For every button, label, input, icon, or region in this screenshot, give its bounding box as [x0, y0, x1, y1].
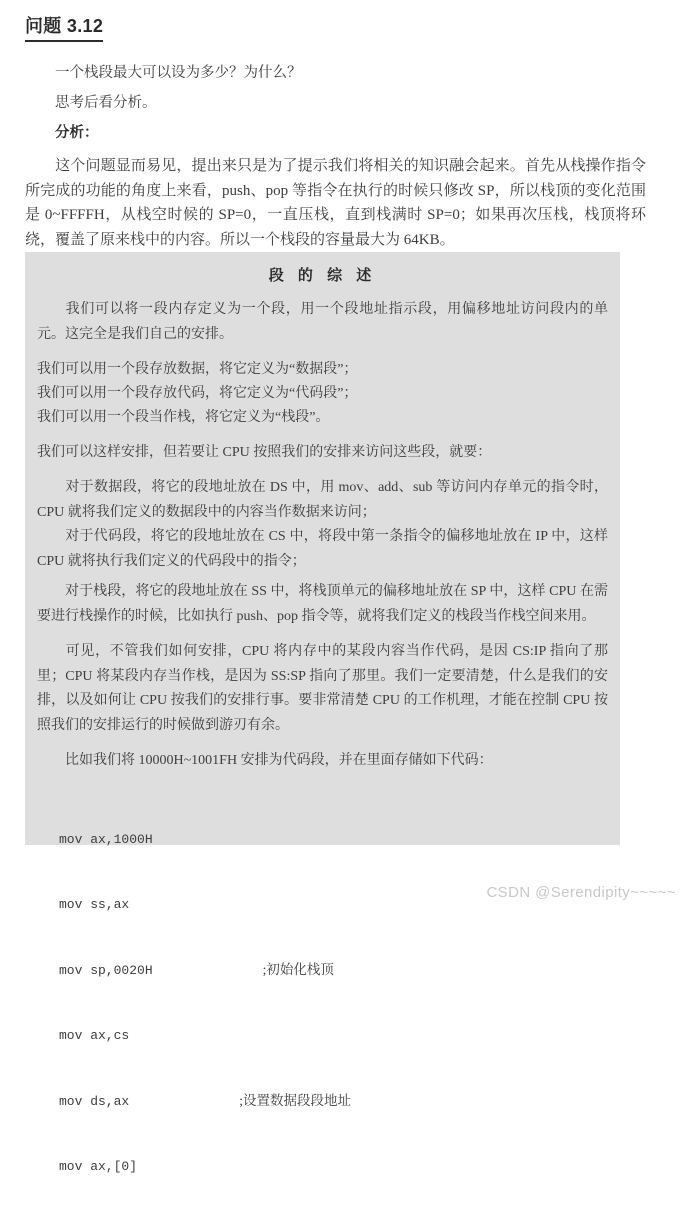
spacer	[37, 430, 608, 441]
code-line	[59, 1090, 608, 1113]
box-paragraph-9-text: 比如我们将 10000H~1001FH 安排为代码段，并在里面存储如下代码：	[65, 753, 493, 768]
code-line	[59, 959, 608, 982]
spacer	[37, 629, 608, 640]
code-comment: ;初始化栈顶	[262, 961, 334, 977]
box-paragraph-0-text: 我们可以将一段内存定义为一个段，用一个段地址指示段，用偏移地址访问段内的单元。这完全是我们自己的安排。	[37, 302, 608, 342]
box-paragraph-5	[37, 476, 608, 525]
csdn-watermark: CSDN @Serendipity~~~~~	[486, 884, 676, 901]
box-paragraph-9	[37, 749, 608, 774]
question-text: 一个栈段最大可以设为多少？为什么？	[55, 65, 302, 81]
code-text: mov ax,1000H	[59, 831, 153, 847]
box-paragraph-8-text: 可见，不管我们如何安排，CPU 将内存中的某段内容当作代码，是因 CS:IP 指向了那里；CPU 将某段内存当作栈，是因为 SS:SP 指向了那里。我们一定要清楚，什么是我们的安排，以及如何让 CPU 按我们的安排行事。要非常清楚 CPU 的工作机理，才能在控制 CPU 按照我们的安排运行的时候做到游刃有余。	[37, 644, 608, 733]
box-paragraph-1: 我们可以用一个段存放数据，将它定义为“数据段”；	[37, 362, 358, 377]
code-text: mov ds,ax	[59, 1093, 130, 1109]
box-paragraph-2: 我们可以用一个段存放代码，将它定义为“代码段”；	[37, 386, 358, 401]
box-paragraph-7-text: 对于栈段，将它的段地址放在 SS 中，将栈顶单元的偏移地址放在 SP 中，这样 CPU 在需要进行栈操作的时候，比如执行 push、pop 指令等，就将我们定义的栈段当作栈空间来用。	[37, 584, 608, 624]
code-comment: ;设置数据段段地址	[239, 1092, 351, 1108]
analysis-paragraph-text: 这个问题显而易见，提出来只是为了提示我们将相关的知识融会起来。首先从栈操作指令所完成的功能的角度上来看，push、pop 等指令在执行的时候只修改 SP，所以栈顶的变化范围是 0~FFFFH，从栈空时候的 SP=0，一直压栈，直到栈满时 SP=0；如果再次压栈，栈顶将环绕，覆盖了原来栈中的内容。所以一个栈段的容量最大为 64KB。	[25, 158, 646, 248]
analysis-label: 分析：	[55, 125, 99, 141]
box-paragraph-5-text: 对于数据段，将它的段地址放在 DS 中，用 mov、add、sub 等访问内存单元的指令时，CPU 就将我们定义的数据段中的内容当作数据来访问；	[37, 480, 608, 520]
code-line	[59, 828, 608, 851]
code-text: mov ax,cs	[59, 1028, 130, 1043]
code-text: mov ax,[0]	[59, 1159, 138, 1174]
spacer	[37, 347, 608, 358]
assembly-code-listing	[37, 785, 608, 1221]
code-line	[59, 1155, 608, 1178]
code-text: mov ss,ax	[59, 897, 130, 912]
code-line	[59, 1024, 608, 1047]
intro-section	[0, 58, 694, 148]
box-paragraph-4: 我们可以这样安排，但若要让 CPU 按照我们的安排来访问这些段，就要：	[37, 445, 492, 460]
spacer	[37, 465, 608, 476]
code-text: mov sp,0020H	[59, 962, 153, 978]
prompt-text: 思考后看分析。	[55, 95, 157, 111]
page-title: 问题 3.12	[25, 14, 103, 42]
analysis-paragraph	[0, 154, 694, 252]
spacer	[37, 738, 608, 749]
segment-overview-title: 段 的 综 述	[268, 267, 377, 284]
box-paragraph-7	[37, 580, 608, 629]
box-paragraph-8	[37, 640, 608, 738]
spacer	[37, 774, 608, 785]
box-paragraph-6	[37, 525, 608, 574]
box-paragraph-0	[37, 298, 608, 347]
box-paragraph-6-text: 对于代码段，将它的段地址放在 CS 中，将段中第一条指令的偏移地址放在 IP 中，这样 CPU 就将执行我们定义的代码段中的指令；	[37, 529, 608, 569]
box-paragraph-3: 我们可以用一个段当作栈，将它定义为“栈段”。	[37, 410, 330, 425]
